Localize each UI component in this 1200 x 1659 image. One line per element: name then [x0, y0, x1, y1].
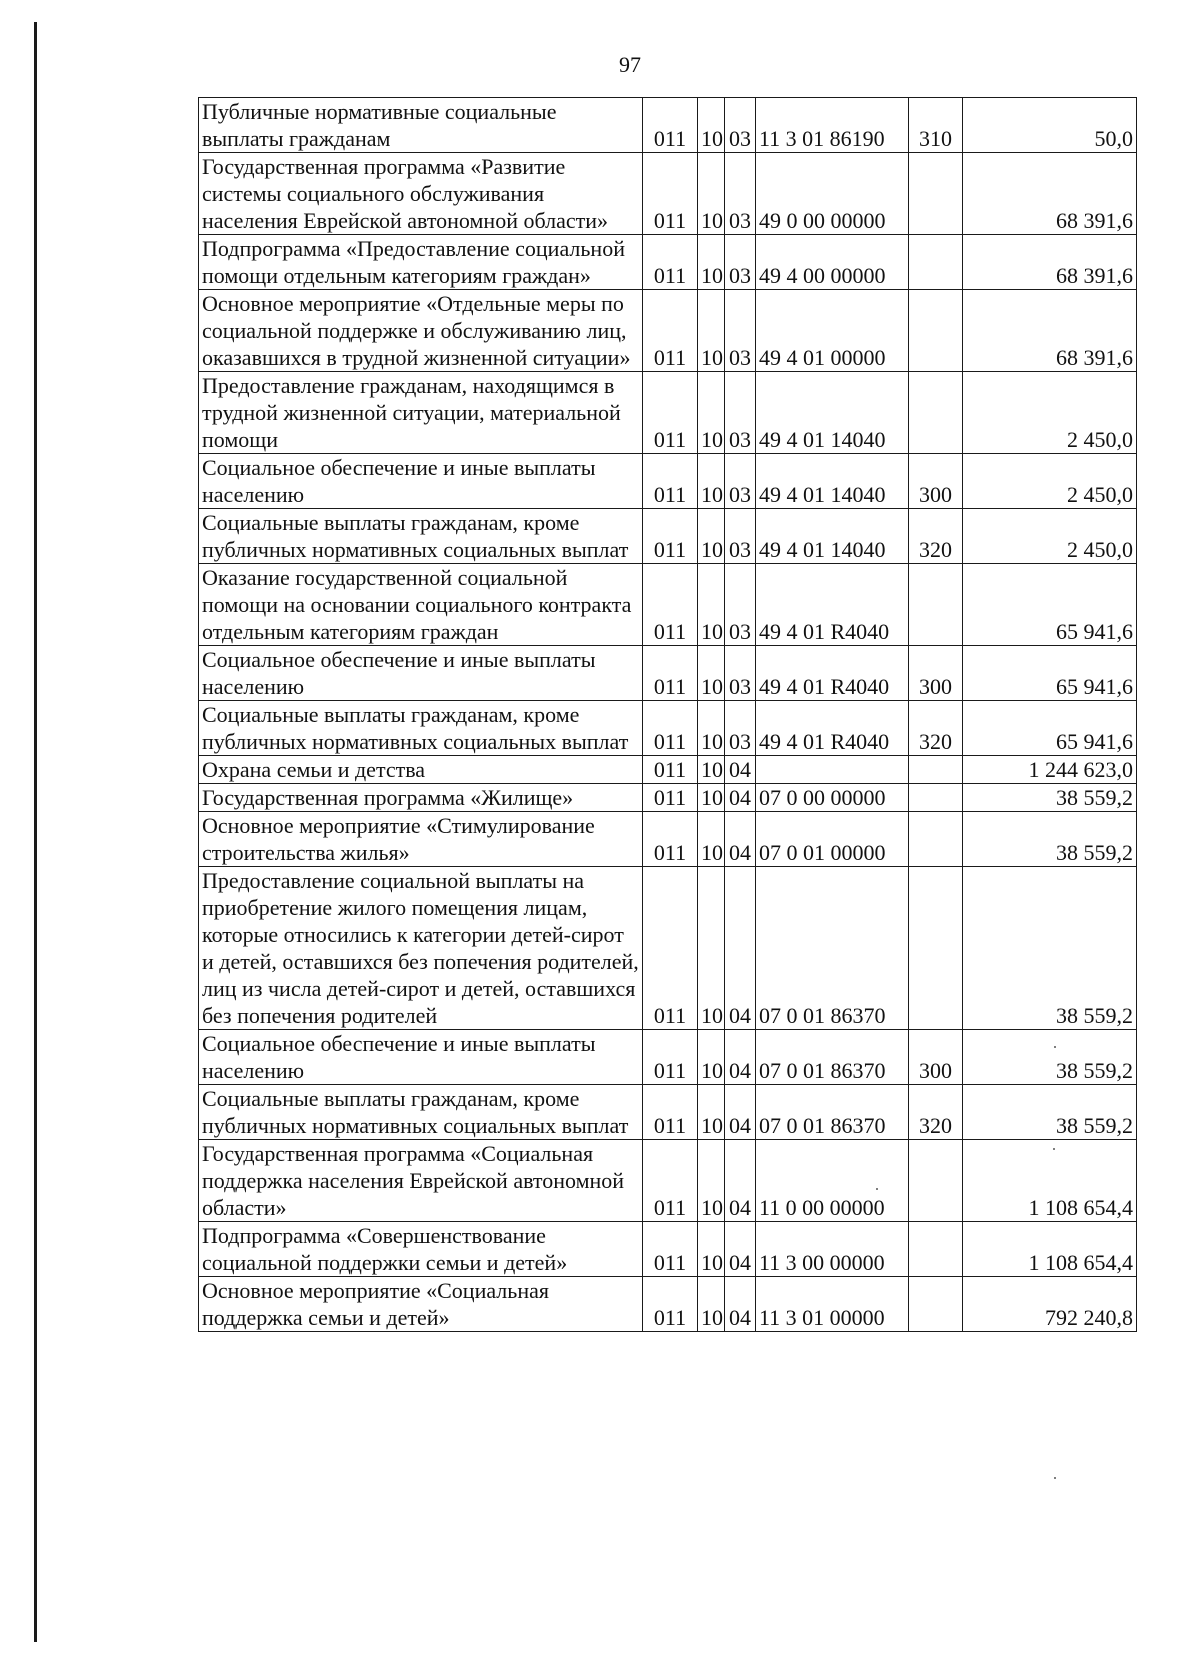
subsection-code-cell: 04: [725, 1222, 756, 1277]
subsection-code-cell: 03: [725, 564, 756, 646]
ministry-code-cell: 011: [643, 867, 698, 1030]
expense-name-cell: Основное мероприятие «Социальная поддержка семьи и детей»: [199, 1277, 643, 1332]
target-article-code-cell: 07 0 01 86370: [756, 867, 909, 1030]
amount-cell: 68 391,6: [963, 290, 1137, 372]
subsection-code-cell: 03: [725, 372, 756, 454]
expense-name-cell: Подпрограмма «Предоставление социальной помощи отдельным категориям граждан»: [199, 235, 643, 290]
expense-name-cell: Основное мероприятие «Отдельные меры по социальной поддержке и обслуживанию лиц, оказавшихся в трудной жизненной ситуации»: [199, 290, 643, 372]
amount-cell: 792 240,8: [963, 1277, 1137, 1332]
amount-cell: 65 941,6: [963, 701, 1137, 756]
expense-type-code-cell: 300: [909, 646, 963, 701]
section-code-cell: 10: [698, 867, 725, 1030]
ministry-code-cell: 011: [643, 1277, 698, 1332]
section-code-cell: 10: [698, 701, 725, 756]
target-article-code-cell: 07 0 00 00000: [756, 784, 909, 812]
target-article-code-cell: 07 0 01 86370: [756, 1085, 909, 1140]
section-code-cell: 10: [698, 1030, 725, 1085]
scan-speck: [1053, 1148, 1055, 1150]
table-row: [199, 756, 1137, 784]
table-row: [199, 646, 1137, 701]
expense-name-cell: Социальное обеспечение и иные выплаты населению: [199, 454, 643, 509]
expense-type-code-cell: [909, 564, 963, 646]
amount-cell: 65 941,6: [963, 564, 1137, 646]
subsection-code-cell: 04: [725, 812, 756, 867]
ministry-code-cell: 011: [643, 372, 698, 454]
subsection-code-cell: 03: [725, 290, 756, 372]
target-article-code-cell: 49 4 01 R4040: [756, 701, 909, 756]
subsection-code-cell: 04: [725, 1030, 756, 1085]
subsection-code-cell: 04: [725, 756, 756, 784]
ministry-code-cell: 011: [643, 454, 698, 509]
expense-name-cell: Социальное обеспечение и иные выплаты населению: [199, 646, 643, 701]
section-code-cell: 10: [698, 454, 725, 509]
section-code-cell: 10: [698, 564, 725, 646]
section-code-cell: 10: [698, 1140, 725, 1222]
ministry-code-cell: 011: [643, 784, 698, 812]
amount-cell: 38 559,2: [963, 812, 1137, 867]
table-row: [199, 1140, 1137, 1222]
table-row: [199, 564, 1137, 646]
amount-cell: 65 941,6: [963, 646, 1137, 701]
page-number: 97: [619, 52, 641, 77]
expense-type-code-cell: [909, 812, 963, 867]
subsection-code-cell: 03: [725, 98, 756, 153]
expense-type-code-cell: 320: [909, 509, 963, 564]
expense-name-cell: Подпрограмма «Совершенствование социальной поддержки семьи и детей»: [199, 1222, 643, 1277]
expense-type-code-cell: [909, 867, 963, 1030]
table-row: [199, 509, 1137, 564]
table-row: [199, 372, 1137, 454]
table-row: [199, 235, 1137, 290]
ministry-code-cell: 011: [643, 235, 698, 290]
target-article-code-cell: 49 4 01 R4040: [756, 564, 909, 646]
expense-type-code-cell: 300: [909, 1030, 963, 1085]
expense-type-code-cell: [909, 290, 963, 372]
ministry-code-cell: 011: [643, 1222, 698, 1277]
section-code-cell: 10: [698, 235, 725, 290]
ministry-code-cell: 011: [643, 98, 698, 153]
expense-name-cell: Предоставление социальной выплаты на приобретение жилого помещения лицам, которые относились к категории детей-сирот и детей, оставшихся без попечения родителей, лиц из числа детей-сирот и детей, оставшихся без попечения родителей: [199, 867, 643, 1030]
section-code-cell: 10: [698, 812, 725, 867]
target-article-code-cell: 49 4 01 00000: [756, 290, 909, 372]
section-code-cell: 10: [698, 1277, 725, 1332]
amount-cell: 50,0: [963, 98, 1137, 153]
section-code-cell: 10: [698, 1085, 725, 1140]
expense-name-cell: Социальные выплаты гражданам, кроме публичных нормативных социальных выплат: [199, 701, 643, 756]
expense-name-cell: Основное мероприятие «Стимулирование строительства жилья»: [199, 812, 643, 867]
subsection-code-cell: 04: [725, 1085, 756, 1140]
section-code-cell: 10: [698, 646, 725, 701]
ministry-code-cell: 011: [643, 756, 698, 784]
expense-type-code-cell: [909, 1140, 963, 1222]
scan-speck: [1054, 1046, 1056, 1048]
ministry-code-cell: 011: [643, 290, 698, 372]
ministry-code-cell: 011: [643, 564, 698, 646]
amount-cell: 38 559,2: [963, 1030, 1137, 1085]
target-article-code-cell: [756, 756, 909, 784]
amount-cell: 38 559,2: [963, 1085, 1137, 1140]
expense-type-code-cell: [909, 235, 963, 290]
amount-cell: 2 450,0: [963, 372, 1137, 454]
expense-type-code-cell: [909, 1277, 963, 1332]
subsection-code-cell: 04: [725, 784, 756, 812]
target-article-code-cell: 49 4 01 14040: [756, 509, 909, 564]
subsection-code-cell: 03: [725, 235, 756, 290]
table-row: [199, 1222, 1137, 1277]
table-row: [199, 812, 1137, 867]
target-article-code-cell: 11 3 01 86190: [756, 98, 909, 153]
target-article-code-cell: 07 0 01 00000: [756, 812, 909, 867]
target-article-code-cell: 49 4 00 00000: [756, 235, 909, 290]
target-article-code-cell: 49 4 01 R4040: [756, 646, 909, 701]
section-code-cell: 10: [698, 372, 725, 454]
ministry-code-cell: 011: [643, 1085, 698, 1140]
ministry-code-cell: 011: [643, 509, 698, 564]
subsection-code-cell: 03: [725, 454, 756, 509]
ministry-code-cell: 011: [643, 701, 698, 756]
subsection-code-cell: 04: [725, 1277, 756, 1332]
table-row: [199, 784, 1137, 812]
section-code-cell: 10: [698, 509, 725, 564]
expense-type-code-cell: [909, 756, 963, 784]
amount-cell: 38 559,2: [963, 784, 1137, 812]
budget-table-body: [199, 98, 1137, 1332]
expense-name-cell: Государственная программа «Социальная поддержка населения Еврейской автономной области»: [199, 1140, 643, 1222]
table-row: [199, 454, 1137, 509]
subsection-code-cell: 03: [725, 646, 756, 701]
expense-type-code-cell: [909, 784, 963, 812]
table-row: [199, 867, 1137, 1030]
expense-name-cell: Охрана семьи и детства: [199, 756, 643, 784]
table-row: [199, 98, 1137, 153]
section-code-cell: 10: [698, 756, 725, 784]
expense-type-code-cell: [909, 1222, 963, 1277]
expense-type-code-cell: [909, 372, 963, 454]
amount-cell: 1 244 623,0: [963, 756, 1137, 784]
expense-name-cell: Государственная программа «Развитие системы социального обслуживания населения Еврейской автономной области»: [199, 153, 643, 235]
subsection-code-cell: 03: [725, 509, 756, 564]
target-article-code-cell: 49 4 01 14040: [756, 372, 909, 454]
amount-cell: 68 391,6: [963, 235, 1137, 290]
target-article-code-cell: 49 0 00 00000: [756, 153, 909, 235]
section-code-cell: 10: [698, 98, 725, 153]
expense-type-code-cell: 320: [909, 701, 963, 756]
expense-name-cell: Предоставление гражданам, находящимся в трудной жизненной ситуации, материальной помощи: [199, 372, 643, 454]
target-article-code-cell: 49 4 01 14040: [756, 454, 909, 509]
section-code-cell: 10: [698, 153, 725, 235]
scan-speck: [1054, 1477, 1056, 1479]
ministry-code-cell: 011: [643, 153, 698, 235]
ministry-code-cell: 011: [643, 1140, 698, 1222]
target-article-code-cell: 11 0 00 00000: [756, 1140, 909, 1222]
expense-name-cell: Социальное обеспечение и иные выплаты населению: [199, 1030, 643, 1085]
table-row: [199, 1030, 1137, 1085]
table-row: [199, 1085, 1137, 1140]
expense-type-code-cell: 320: [909, 1085, 963, 1140]
subsection-code-cell: 03: [725, 153, 756, 235]
subsection-code-cell: 04: [725, 1140, 756, 1222]
amount-cell: 38 559,2: [963, 867, 1137, 1030]
ministry-code-cell: 011: [643, 646, 698, 701]
amount-cell: 2 450,0: [963, 454, 1137, 509]
amount-cell: 1 108 654,4: [963, 1140, 1137, 1222]
table-row: [199, 153, 1137, 235]
expense-name-cell: Социальные выплаты гражданам, кроме публичных нормативных социальных выплат: [199, 1085, 643, 1140]
target-article-code-cell: 11 3 00 00000: [756, 1222, 909, 1277]
expense-type-code-cell: 300: [909, 454, 963, 509]
section-code-cell: 10: [698, 784, 725, 812]
table-row: [199, 290, 1137, 372]
table-row: [199, 1277, 1137, 1332]
target-article-code-cell: 11 3 01 00000: [756, 1277, 909, 1332]
amount-cell: 1 108 654,4: [963, 1222, 1137, 1277]
expense-type-code-cell: [909, 153, 963, 235]
expense-name-cell: Государственная программа «Жилище»: [199, 784, 643, 812]
table-row: [199, 701, 1137, 756]
subsection-code-cell: 03: [725, 701, 756, 756]
subsection-code-cell: 04: [725, 867, 756, 1030]
amount-cell: 68 391,6: [963, 153, 1137, 235]
budget-table: [198, 97, 1137, 1332]
ministry-code-cell: 011: [643, 1030, 698, 1085]
section-code-cell: 10: [698, 1222, 725, 1277]
ministry-code-cell: 011: [643, 812, 698, 867]
section-code-cell: 10: [698, 290, 725, 372]
expense-name-cell: Социальные выплаты гражданам, кроме публичных нормативных социальных выплат: [199, 509, 643, 564]
binding-edge-line: [34, 22, 37, 1642]
scan-speck: [876, 1188, 878, 1190]
amount-cell: 2 450,0: [963, 509, 1137, 564]
expense-name-cell: Публичные нормативные социальные выплаты гражданам: [199, 98, 643, 153]
expense-name-cell: Оказание государственной социальной помощи на основании социального контракта отдельным категориям граждан: [199, 564, 643, 646]
expense-type-code-cell: 310: [909, 98, 963, 153]
target-article-code-cell: 07 0 01 86370: [756, 1030, 909, 1085]
